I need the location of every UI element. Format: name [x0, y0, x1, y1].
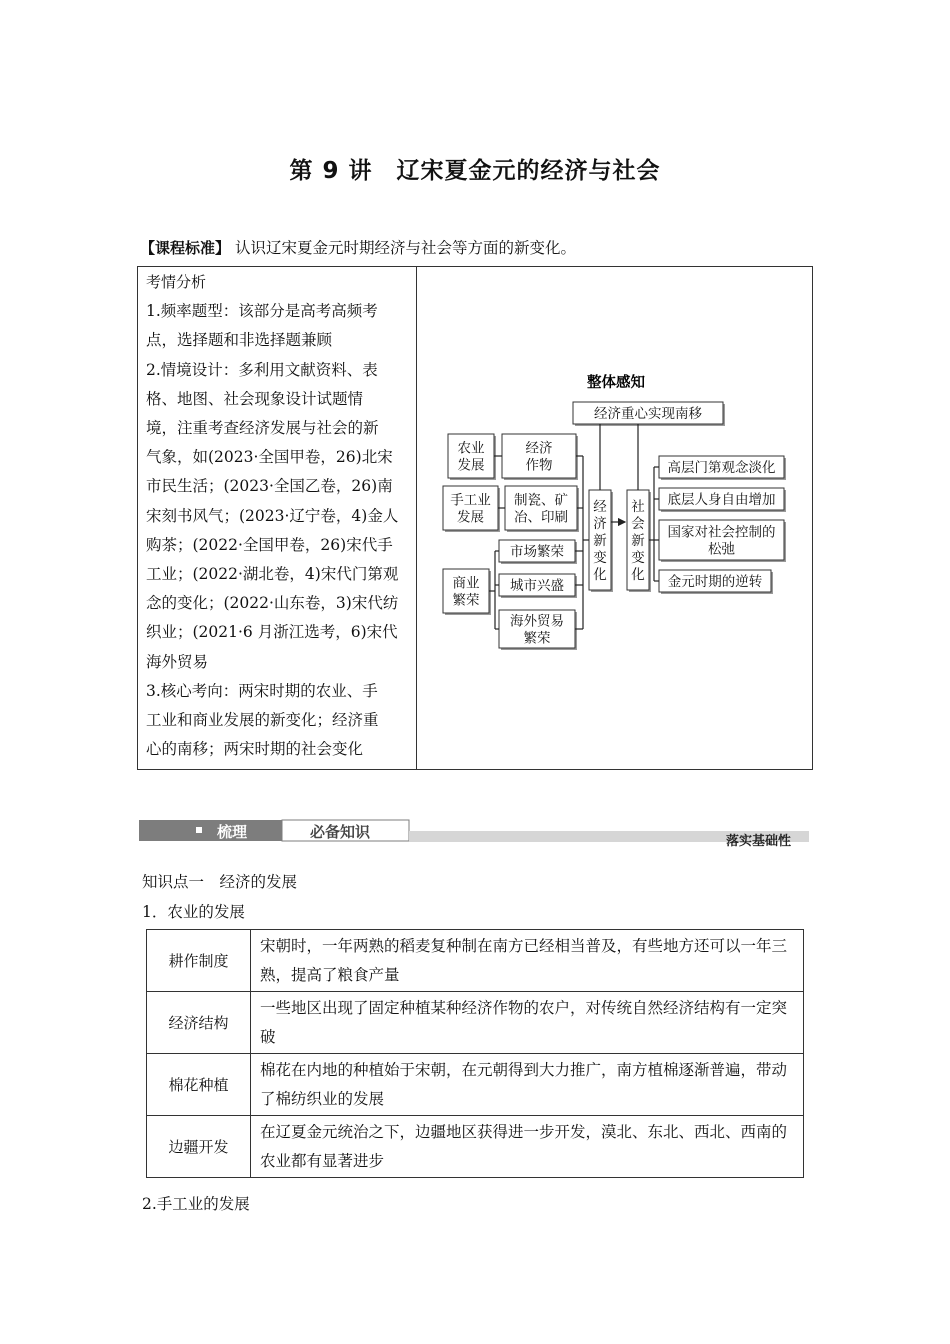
curriculum-standard: [140, 236, 576, 258]
banner-dark-band: [139, 820, 282, 841]
analysis-line: 念的变化；(2022·山东卷，3)宋代纺: [146, 594, 399, 613]
diagram-econ-change-text: 新: [593, 533, 607, 549]
diagram-right-item-text: 松弛: [708, 541, 735, 558]
diagram-social-change-text: 变: [631, 550, 645, 566]
diagram-econ-change-text: 化: [593, 567, 607, 583]
knowledge-point-heading: 知识点一 经济的发展: [142, 873, 298, 891]
diagram-agri-label-text: 农业: [457, 440, 485, 457]
diagram-craft-label-text: 手工业: [450, 492, 491, 509]
diagram-trade-item-text: 繁荣: [523, 630, 551, 647]
diagram-market-item-text: 市场繁荣: [510, 544, 564, 560]
table-value: 一些地区出现了固定种植某种经济作物的农户，对传统自然经济结构有一定突破: [251, 992, 804, 1054]
diagram-agri-label-text: 发展: [457, 457, 485, 474]
analysis-line: 宋刻书风气；(2023·辽宁卷，4)金人: [146, 506, 399, 525]
diagram-social-change-text: 新: [631, 533, 645, 549]
analysis-line: 心的南移；两宋时期的社会变化: [146, 740, 364, 759]
curriculum-label: 【课程标准】: [140, 239, 231, 257]
section-banner-graphic: [139, 800, 809, 850]
diagram-agri-item-text: 作物: [525, 457, 553, 474]
banner-right-label: 落实基础性: [726, 834, 792, 849]
exam-analysis: [146, 268, 408, 764]
diagram-title: 整体感知: [587, 375, 645, 391]
diagram-right-item-text: 金元时期的逆转: [667, 574, 763, 590]
analysis-line: 2.情境设计：多利用文献资料、表: [146, 360, 378, 379]
overview-diagram: [417, 266, 813, 770]
banner-tag: 梳理: [217, 823, 248, 841]
diagram-right-item-text: 底层人身自由增加: [667, 492, 776, 508]
analysis-line: 3.核心考向：两宋时期的农业、手: [146, 681, 378, 700]
diagram-city-item-text: 城市兴盛: [510, 578, 564, 594]
diagram-commerce-label-text: 繁荣: [452, 592, 480, 609]
section-heading: 2.手工业的发展: [142, 1195, 250, 1213]
analysis-line: 织业；(2021·6 月浙江选考，6)宋代: [146, 623, 398, 642]
analysis-line: 市民生活；(2023·全国乙卷，26)南: [146, 477, 393, 496]
analysis-line: 点，选择题和非选择题兼顾: [146, 331, 333, 350]
analysis-line: 工业；(2022·湖北卷，4)宋代门第观: [146, 565, 399, 584]
section-banner: [139, 800, 809, 850]
diagram-social-change-text: 会: [631, 516, 645, 532]
table-key: 耕作制度: [147, 930, 251, 992]
diagram-craft-item-text: 制瓷、矿: [514, 492, 568, 509]
diagram-social-change-text: 社: [631, 499, 645, 515]
diagram-craft-item-text: 冶、印刷: [514, 509, 568, 526]
analysis-line: 1.频率题型：该部分是高考高频考: [146, 302, 378, 321]
table-row: [147, 992, 804, 1054]
analysis-line: 气象，如(2023·全国甲卷，26)北宋: [146, 448, 393, 467]
table-key: 棉花种植: [147, 1054, 251, 1116]
banner-square-icon: [196, 827, 202, 833]
analysis-line: 境，注重考查经济发展与社会的新: [146, 419, 379, 438]
exam-analysis-heading: 考情分析: [146, 273, 207, 291]
curriculum-text: 认识辽宋夏金元时期经济与社会等方面的新变化。: [234, 239, 576, 257]
diagram-craft-label-text: 发展: [457, 509, 484, 526]
diagram-right-item-text: 高层门第观念淡化: [667, 460, 776, 476]
table-value: 宋朝时，一年两熟的稻麦复种制在南方已经相当普及，有些地方还可以一年三熟，提高了粮食产量: [251, 930, 804, 992]
analysis-line: 海外贸易: [146, 652, 209, 671]
analysis-line: 工业和商业发展的新变化；经济重: [146, 711, 379, 730]
table-value: 棉花在内地的种植始于宋朝，在元朝得到大力推广，南方植棉逐渐普遍，带动了棉纺织业的发展: [251, 1054, 804, 1116]
page-title: 第 9 讲 辽宋夏金元的经济与社会: [289, 158, 661, 184]
diagram-agri-item-text: 经济: [525, 440, 553, 457]
diagram-trade-item-text: 海外贸易: [510, 613, 564, 630]
analysis-line: 购茶；(2022·全国甲卷，26)宋代手: [146, 535, 393, 554]
table-row: [147, 930, 804, 992]
diagram-social-change-text: 化: [631, 567, 645, 583]
banner-label: 必备知识: [310, 823, 371, 841]
table-key: 边疆开发: [147, 1116, 251, 1178]
table-row: [147, 1054, 804, 1116]
diagram-econ-change-text: 经: [593, 499, 607, 515]
section-heading: 1．农业的发展: [142, 903, 245, 921]
table-key: 经济结构: [147, 992, 251, 1054]
diagram-econ-change-text: 变: [593, 550, 607, 566]
analysis-line: 格、地图、社会现象设计试题情: [146, 389, 364, 408]
table-value: 在辽夏金元统治之下，边疆地区获得进一步开发，漠北、东北、西北、西南的农业都有显著进步: [251, 1116, 804, 1178]
diagram-commerce-label-text: 商业: [452, 575, 480, 592]
diagram-econ-change-text: 济: [593, 516, 607, 532]
agriculture-table: [146, 929, 804, 1178]
table-row: [147, 1116, 804, 1178]
diagram-top-box-text: 经济重心实现南移: [594, 406, 702, 422]
diagram-right-item-text: 国家对社会控制的: [667, 524, 776, 541]
